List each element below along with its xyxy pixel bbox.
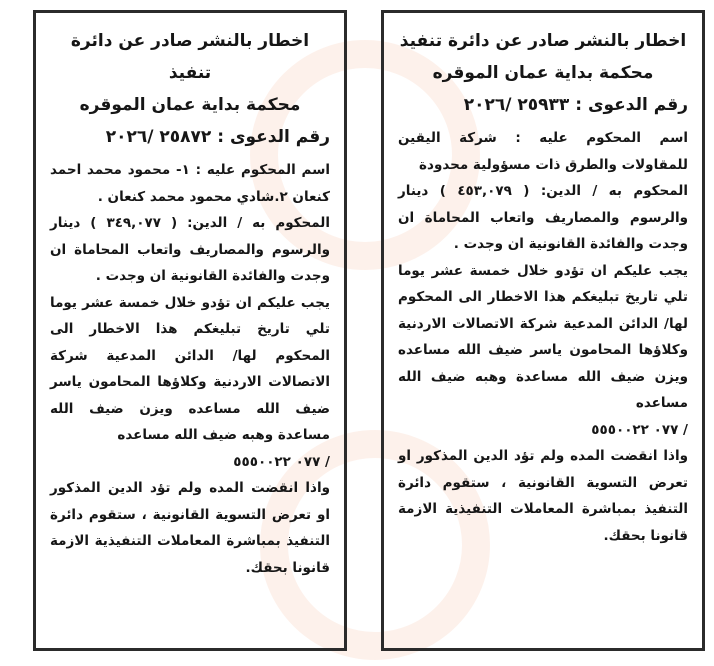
defendant-name: اسم المحكوم عليه : شركة اليقين للمقاولات والطرق ذات مسؤولية محدودة bbox=[398, 130, 688, 173]
notice-card-right bbox=[381, 10, 705, 651]
payment-instructions: يجب عليكم ان تؤدو خلال خمسة عشر يوما تلي تاريخ تبليغكم هذا الاخطار الى المحكوم لها/ الدائن المدعية شركة الاتصالات الاردنية وكلاؤها المحامون ياسر ضيف الله مساعده ويزن ضيف الله مساعدة وهبه ضيف الله مساعده bbox=[50, 294, 330, 443]
closing-text: واذا انقضت المده ولم تؤد الدين المذكور او تعرض التسوية القانونية ، ستقوم دائرة التنفيذ بمباشرة المعاملات التنفيذية الازمة قانونا بحقك. bbox=[50, 480, 330, 576]
notice-heading-line2: محكمة بداية عمان الموقره bbox=[432, 63, 654, 83]
notice-card-left bbox=[33, 10, 347, 651]
case-number: رقم الدعوى : ٢٥٨٧٢ /٢٠٢٦ bbox=[105, 127, 330, 147]
judgment-amount: المحكوم به / الدين: ( ٣٤٩,٠٧٧ ) دينار والرسوم والمصاريف واتعاب المحاماة ان وجدت والفائدة القانونية ان وجدت . bbox=[50, 215, 331, 284]
phone-number: ٠٧٧ ٥٥٥٠٠٢٢ / bbox=[591, 421, 688, 438]
closing-text: واذا انقضت المده ولم تؤد الدين المذكور او تعرض التسوية القانونية ، ستقوم دائرة التنفيذ بمباشرة المعاملات التنفيذية الازمة قانونا بحقك. bbox=[398, 448, 688, 544]
case-number: رقم الدعوى : ٢٥٩٣٣ /٢٠٢٦ bbox=[463, 95, 688, 115]
notice-heading-line2: محكمة بداية عمان الموقره bbox=[79, 95, 301, 115]
payment-instructions: يجب عليكم ان تؤدو خلال خمسة عشر يوما تلي تاريخ تبليغكم هذا الاخطار الى المحكوم لها/ الدائن المدعية شركة الاتصالات الاردنية وكلاؤها المحامون ياسر ضيف الله مساعده ويزن ضيف الله مساعدة وهبه ضيف الله مساعده bbox=[398, 262, 688, 411]
notice-heading-line1: اخطار بالنشر صادر عن دائرة تنفيذ bbox=[70, 31, 310, 83]
notice-heading-line1: اخطار بالنشر صادر عن دائرة تنفيذ bbox=[399, 31, 687, 51]
judgment-amount: المحكوم به / الدين: ( ٤٥٣,٠٧٩ ) دينار والرسوم والمصاريف واتعاب المحاماة ان وجدت والفائدة القانونية ان وجدت . bbox=[398, 183, 689, 252]
defendant-name: اسم المحكوم عليه : ١- محمود محمد احمد كنعان ٢.شادي محمود محمد كنعان . bbox=[50, 162, 330, 205]
phone-number: ٠٧٧ ٥٥٥٠٠٢٢ / bbox=[233, 453, 330, 470]
